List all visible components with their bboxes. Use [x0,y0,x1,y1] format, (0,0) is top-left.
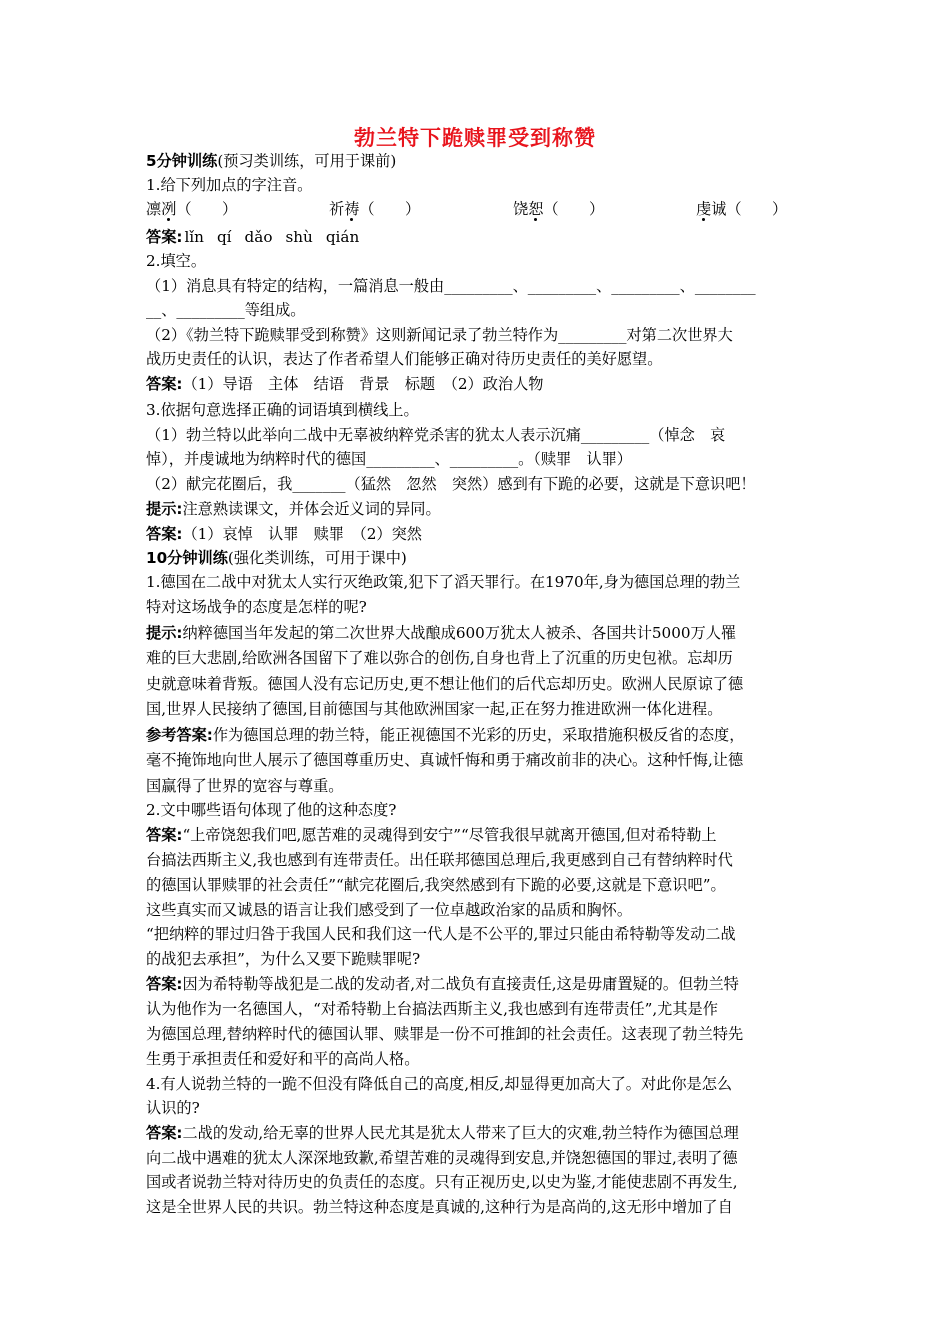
s2-answer-line: 台搞法西斯主义,我也感到有连带责任。出任联邦德国总理后,我更感到自己有替纳粹时代 [146,851,733,869]
answer-label: 答案: [146,975,183,993]
s2-question-3a: “把纳粹的罪过归咎于我国人民和我们这一代人是不公平的,罪过只能由希特勒等发动二战 [146,925,736,943]
s2-hint-line: 难的巨大悲剧,给欧洲各国留下了难以弥合的创伤,自身也背上了沉重的历史包袱。忘却历 [146,649,733,667]
question-2-part-2a: （2）《勃兰特下跪赎罪受到称赞》这则新闻记录了勃兰特作为_________对第二次世界大 [146,326,733,344]
s2-answer-line: 为德国总理,替纳粹时代的德国认罪、赎罪是一份不可推卸的社会责任。这表现了勃兰特先 [146,1025,744,1043]
s2-reference-answer: 参考答案:作为德国总理的勃兰特，能正视德国不光彩的历史，采取措施积极反省的态度， [146,726,745,744]
section-heading-note: (预习类训练，可用于课前) [217,152,397,170]
word-item: 虔诚（ ） [696,200,788,218]
answer-2: 答案:（1）导语 主体 结语 背景 标题 （2）政治人物 [146,375,544,393]
hint-label: 提示: [146,500,183,518]
section-heading-label: 10分钟训练 [146,549,228,567]
s2-answer-line: 这是全世界人民的共识。勃兰特这种态度是真诚的,这种行为是高尚的,这无形中增加了自 [146,1198,733,1216]
question-2-part-1b: __、_________等组成。 [146,301,306,319]
hint-3: 提示:注意熟读课文，并体会近义词的异同。 [146,500,441,518]
answer-label: 答案: [146,228,183,246]
s2-question-1b: 特对这场战争的态度是怎样的呢? [146,598,367,616]
s2-question-4a: 4.有人说勃兰特的一跪不但没有降低自己的高度,相反,却显得更加高大了。对此你是怎么 [146,1075,733,1093]
question-2-part-2b: 战历史责任的认识，表达了作者希望人们能够正确对待历史责任的美好愿望。 [146,350,663,368]
question-1: 1.给下列加点的字注音。 [146,176,313,194]
s2-hint-1: 提示:纳粹德国当年发起的第二次世界大战酿成600万犹太人被杀、各国共计5000万人罹 [146,624,737,642]
section-heading-10min [146,547,407,569]
s2-hint-line: 国,世界人民接纳了德国,目前德国与其他欧洲国家一起,正在努力推进欧洲一体化进程。 [146,700,723,718]
s2-answer-line: 向二战中遇难的犹太人深深地致歉,希望苦难的灵魂得到安息,并饶恕德国的罪过,表明了德 [146,1149,738,1167]
section-heading-5min [146,150,396,172]
s2-answer-line: 国或者说勃兰特对待历史的负责任的态度。只有正视历史,以史为鉴,才能使悲剧不再发生, [146,1173,738,1191]
s2-answer-line: 认为他作为一名德国人，“对希特勒上台搞法西斯主义,我也感到有连带责任”,尤其是作 [146,1000,718,1018]
section-heading-label: 5分钟训练 [146,152,218,170]
section-heading-note: (强化类训练，可用于课中) [227,549,407,567]
s2-answer-2: 答案:“上帝饶恕我们吧,愿苦难的灵魂得到安宁”“尽管我很早就离开德国,但对希特勒上 [146,826,717,844]
word-item: 饶恕（ ） [513,200,605,218]
hint-label: 提示: [146,624,183,642]
answer-label: 答案: [146,1124,183,1142]
s2-reference-line: 国赢得了世界的宽容与尊重。 [146,777,344,795]
answer-label: 答案: [146,375,183,393]
s2-question-3b: 的战犯去承担”，为什么又要下跪赎罪呢? [146,950,421,968]
s2-answer-line: 这些真实而又诚恳的语言让我们感受到了一位卓越政治家的品质和胸怀。 [146,901,632,919]
question-2: 2.填空。 [146,252,207,270]
s2-question-2: 2.文中哪些语句体现了他的这种态度? [146,801,397,819]
word-item: 祈祷（ ） [329,200,421,218]
question-2-part-1a: （1）消息具有特定的结构，一篇消息一般由_________、_________、_________、________ [146,277,756,295]
answer-label: 答案: [146,525,183,543]
reference-answer-label: 参考答案: [146,726,213,744]
answer-1: 答案: lǐn qí dǎo shù qián [146,228,360,246]
answer-label: 答案: [146,826,183,844]
question-3: 3.依据句意选择正确的词语填到横线上。 [146,401,419,419]
s2-reference-line: 毫不掩饰地向世人展示了德国尊重历史、真诚忏悔和勇于痛改前非的决心。这种忏悔,让德 [146,751,744,769]
s2-answer-4: 答案:二战的发动,给无辜的世界人民尤其是犹太人带来了巨大的灾难,勃兰特作为德国总理 [146,1124,739,1142]
word-item: 凛冽（ ） [146,200,238,218]
answer-3: 答案:（1）哀悼 认罪 赎罪 （2）突然 [146,525,422,543]
s2-question-1a: 1.德国在二战中对犹太人实行灭绝政策,犯下了滔天罪行。在1970年,身为德国总理的勃兰 [146,573,741,591]
s2-answer-3: 答案:因为希特勒等战犯是二战的发动者,对二战负有直接责任,这是毋庸置疑的。但勃兰特 [146,975,739,993]
s2-answer-line: 的德国认罪赎罪的社会责任”“献完花圈后,我突然感到有下跪的必要,这就是下意识吧”。 [146,876,726,894]
question-3-part-1a: （1）勃兰特以此举向二战中无辜被纳粹党杀害的犹太人表示沉痛_________（悼念 哀 [146,426,726,444]
question-3-part-2: （2）献完花圈后，我_______（猛然 忽然 突然）感到有下跪的必要，这就是下意识吧！ [146,475,756,493]
question-3-part-1b: 悼），并虔诚地为纳粹时代的德国_________、_________。（赎罪 认罪） [146,450,632,468]
s2-question-4b: 认识的? [146,1099,200,1117]
document-title: 勃兰特下跪赎罪受到称赞 [354,126,596,150]
s2-answer-line: 生勇于承担责任和爱好和平的高尚人格。 [146,1050,420,1068]
s2-hint-line: 史就意味着背叛。德国人没有忘记历史,更不想让他们的后代忘却历史。欧洲人民原谅了德 [146,675,744,693]
